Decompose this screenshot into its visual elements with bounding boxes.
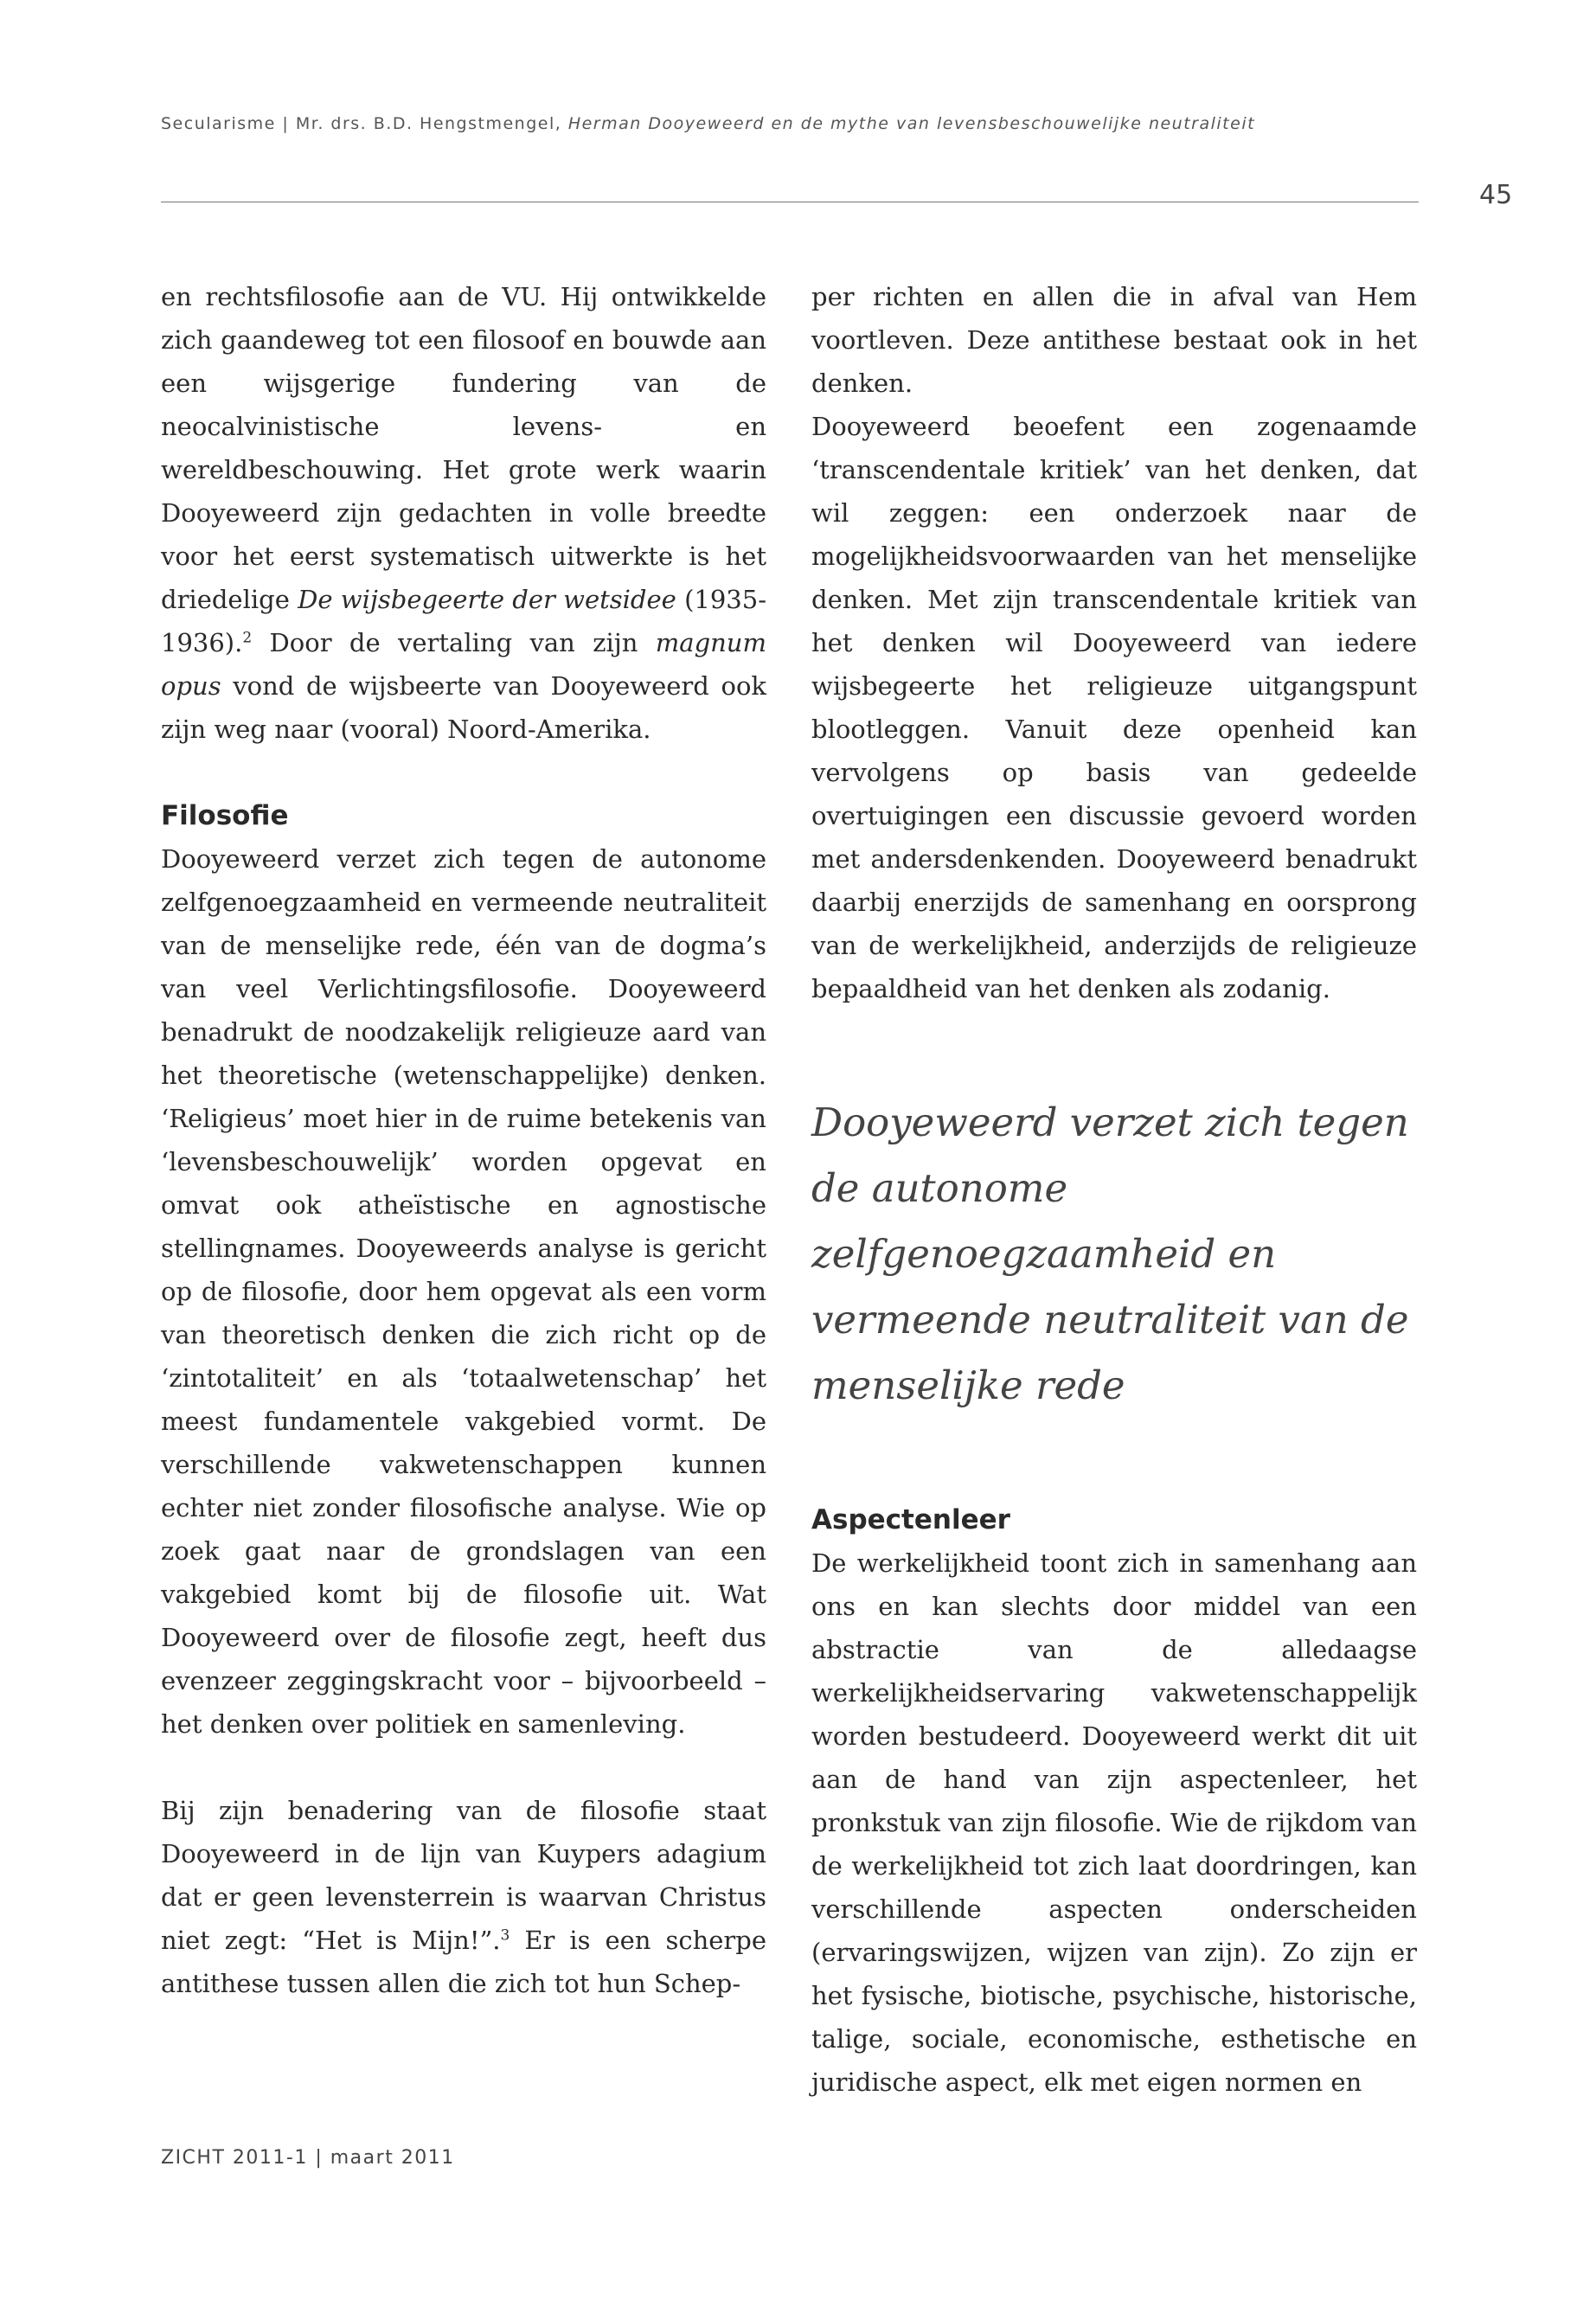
running-head-section: Secularisme	[161, 114, 276, 133]
page-number: 45	[1479, 180, 1513, 210]
intro-text-1: en rechtsfilosofie aan de VU. Hij ontwikkelde zich gaandeweg tot een filosoof en bouwde aan een wijsgerige fundering van de neocalvinistische levens- en wereldbeschouwing. Het grote werk waarin Dooyeweerd zijn gedachten in volle breedte voor het eerst systematisch uitwerkte is het driedelige	[161, 282, 766, 614]
footer	[161, 2147, 455, 2169]
right-column	[811, 275, 1417, 2104]
running-head-article-title: Herman Dooyeweerd en de mythe van levensbeschouwelijke neutraliteit	[567, 114, 1256, 133]
intro-paragraph	[161, 275, 766, 751]
running-head-separator: |	[282, 114, 290, 133]
heading-filosofie: Filosofie	[161, 800, 289, 831]
kritiek-paragraph: Dooyeweerd beoefent een zogenaamde ‘transcendentale kritiek’ van het denken, dat wil zeggen: een onderzoek naar de mogelijkheidsvoorwaarden van het menselijke denken. Met zijn transcendentale kritiek van het denken wil Dooyeweerd van iedere wijsbegeerte het religieuze uitgangspunt blootleggen. Vanuit deze openheid kan vervolgens op basis van gedeelde overtuigingen een discussie gevoerd worden met andersdenkenden. Dooyeweerd benadrukt daarbij enerzijds de samenhang en oorsprong van de werkelijkheid, anderzijds de religieuze bepaaldheid van het denken als zodanig.	[811, 412, 1417, 1003]
kuyper-paragraph	[161, 1789, 766, 2005]
intro-text-4: vond de wijsbeerte van Dooyeweerd ook zijn weg naar (vooral) Noord-Amerika.	[161, 671, 766, 744]
footer-date: maart 2011	[330, 2147, 455, 2169]
continuation-paragraph: per richten en allen die in afval van Hem voortleven. Deze antithese bestaat ook in het denken.	[811, 282, 1417, 398]
aspectenleer-paragraph: De werkelijkheid toont zich in samenhang aan ons en kan slechts door middel van een abstractie van de alledaagse werkelijkheidservaring vakwetenschappelijk worden bestudeerd. Dooyeweerd werkt dit uit aan de hand van zijn aspectenleer, het pronkstuk van zijn filosofie. Wie de rijkdom van de werkelijkheid tot zich laat doordringen, kan verschillende aspecten onderscheiden (ervaringswijzen, wijzen van zijn). Zo zijn er het fysische, biotische, psychische, historische, talige, sociale, economische, esthetische en juridische aspect, elk met eigen normen en	[811, 1548, 1417, 2097]
intro-text-2: (1935-1936).	[161, 585, 766, 657]
heading-aspectenleer: Aspectenleer	[811, 1504, 1010, 1535]
footnote-marker-2: 2	[242, 629, 253, 647]
footnote-marker-3: 3	[500, 1926, 510, 1945]
magnum-opus-term: magnum opus	[161, 628, 766, 701]
left-column	[161, 275, 766, 2005]
pull-quote: Dooyeweerd verzet zich tegen de autonome zelfgenoegzaamheid en vermeende neutraliteit van de menselijke rede	[811, 1099, 1409, 1408]
kuyper-text-1: Bij zijn benadering van de filosofie staat Dooyeweerd in de lijn van Kuypers adagium dat er geen levensterrein is waarvan Christus niet zegt: “Het is Mijn!”.	[161, 1796, 766, 1955]
footer-journal: ZICHT 2011-1	[161, 2147, 308, 2169]
book-title: De wijsbegeerte der wetsidee	[298, 585, 676, 614]
footer-separator: |	[315, 2147, 324, 2169]
intro-text-3: Door de vertaling van zijn	[252, 628, 656, 657]
running-head-author: Mr. drs. B.D. Hengstmengel,	[295, 114, 562, 133]
kuyper-text-2: Er is een scherpe antithese tussen allen die zich tot hun Schep-	[161, 1926, 766, 1998]
filosofie-paragraph: Dooyeweerd verzet zich tegen de autonome zelfgenoegzaamheid en vermeende neutraliteit van de menselijke rede, één van de dogma’s van veel Verlichtingsfilosofie. Dooyeweerd benadrukt de noodzakelijk religieuze aard van het theoretische (wetenschappelijke) denken. ‘Religieus’ moet hier in de ruime betekenis van ‘levensbeschouwelijk’ worden opgevat en omvat ook atheïstische en agnostische stellingnames. Dooyeweerds analyse is gericht op de filosofie, door hem opgevat als een vorm van theoretisch denken die zich richt op de ‘zintotaliteit’ en als ‘totaalwetenschap’ het meest fundamentele vakgebied vormt. De verschillende vakwetenschappen kunnen echter niet zonder filosofische analyse. Wie op zoek gaat naar de grondslagen van een vakgebied komt bij de filosofie uit. Wat Dooyeweerd over de filosofie zegt, heeft dus evenzeer zeggingskracht voor – bijvoorbeeld – het denken over politiek en samenleving.	[161, 844, 766, 1739]
running-head	[161, 114, 1424, 133]
